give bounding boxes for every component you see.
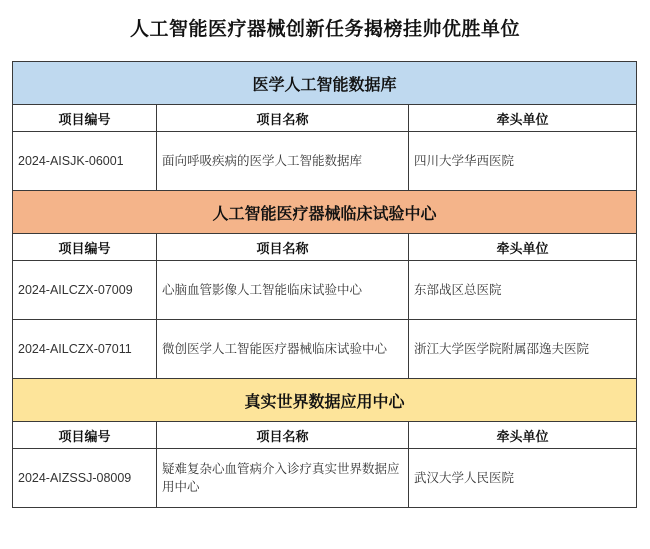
column-header-name: 项目名称 [157, 422, 409, 449]
column-header-row [13, 105, 637, 132]
section-header-database [13, 62, 637, 105]
lead-unit: 东部战区总医院 [409, 261, 637, 320]
page-title: 人工智能医疗器械创新任务揭榜挂帅优胜单位 [129, 18, 520, 40]
column-header-code: 项目编号 [13, 234, 157, 261]
column-header-lead: 牵头单位 [409, 105, 637, 132]
project-code: 2024-AILCZX-07011 [13, 320, 157, 379]
project-name: 面向呼吸疾病的医学人工智能数据库 [157, 132, 409, 191]
column-header-name: 项目名称 [157, 234, 409, 261]
lead-unit: 浙江大学医学院附属邵逸夫医院 [409, 320, 637, 379]
section-header-clinical-trial [13, 191, 637, 234]
lead-unit: 四川大学华西医院 [409, 132, 637, 191]
table-row [13, 261, 637, 320]
table-row [13, 449, 637, 508]
table-row [13, 132, 637, 191]
project-code: 2024-AILCZX-07009 [13, 261, 157, 320]
project-name: 心脑血管影像人工智能临床试验中心 [157, 261, 409, 320]
column-header-row [13, 422, 637, 449]
section-title: 真实世界数据应用中心 [13, 379, 637, 422]
section-header-real-world-data [13, 379, 637, 422]
winners-table [12, 61, 637, 508]
column-header-lead: 牵头单位 [409, 422, 637, 449]
lead-unit: 武汉大学人民医院 [409, 449, 637, 508]
column-header-row [13, 234, 637, 261]
column-header-lead: 牵头单位 [409, 234, 637, 261]
section-title: 人工智能医疗器械临床试验中心 [13, 191, 637, 234]
project-code: 2024-AIZSSJ-08009 [13, 449, 157, 508]
column-header-name: 项目名称 [157, 105, 409, 132]
table-row [13, 320, 637, 379]
project-name: 疑难复杂心血管病介入诊疗真实世界数据应用中心 [157, 449, 409, 508]
column-header-code: 项目编号 [13, 422, 157, 449]
column-header-code: 项目编号 [13, 105, 157, 132]
section-title: 医学人工智能数据库 [13, 62, 637, 105]
project-code: 2024-AISJK-06001 [13, 132, 157, 191]
project-name: 微创医学人工智能医疗器械临床试验中心 [157, 320, 409, 379]
